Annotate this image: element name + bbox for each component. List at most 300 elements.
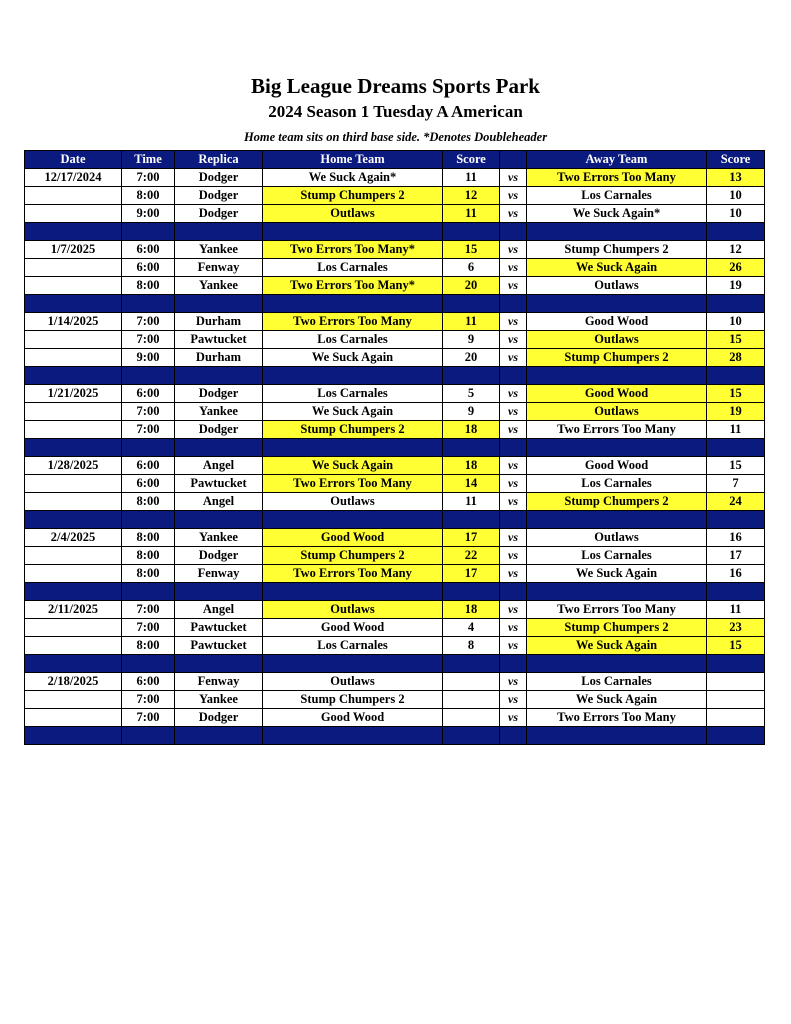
game-time: 7:00 xyxy=(122,691,175,709)
away-score: 23 xyxy=(707,619,765,637)
table-row xyxy=(25,205,765,223)
separator-cell xyxy=(122,655,175,673)
game-date xyxy=(25,349,122,367)
game-replica-field: Angel xyxy=(175,493,263,511)
away-score: 15 xyxy=(707,385,765,403)
home-score: 6 xyxy=(443,259,500,277)
week-separator-row xyxy=(25,367,765,385)
separator-cell xyxy=(122,511,175,529)
away-team: Los Carnales xyxy=(527,547,707,565)
game-time: 7:00 xyxy=(122,619,175,637)
separator-cell xyxy=(527,439,707,457)
home-team: Two Errors Too Many xyxy=(263,475,443,493)
game-time: 6:00 xyxy=(122,475,175,493)
home-team: Two Errors Too Many* xyxy=(263,277,443,295)
game-date: 1/21/2025 xyxy=(25,385,122,403)
table-row xyxy=(25,565,765,583)
away-score xyxy=(707,709,765,727)
vs-label: vs xyxy=(500,277,527,295)
separator-cell xyxy=(500,727,527,745)
home-team: We Suck Again* xyxy=(263,169,443,187)
week-separator-row xyxy=(25,511,765,529)
separator-cell xyxy=(263,583,443,601)
vs-label: vs xyxy=(500,349,527,367)
game-date xyxy=(25,259,122,277)
separator-cell xyxy=(122,295,175,313)
away-score: 17 xyxy=(707,547,765,565)
game-time: 8:00 xyxy=(122,277,175,295)
game-time: 8:00 xyxy=(122,529,175,547)
column-header-away-team: Away Team xyxy=(527,151,707,169)
away-score: 24 xyxy=(707,493,765,511)
separator-cell xyxy=(175,511,263,529)
vs-label: vs xyxy=(500,691,527,709)
home-team: Two Errors Too Many* xyxy=(263,241,443,259)
home-score: 22 xyxy=(443,547,500,565)
game-replica-field: Yankee xyxy=(175,241,263,259)
home-team: Los Carnales xyxy=(263,331,443,349)
game-time: 7:00 xyxy=(122,403,175,421)
home-team: We Suck Again xyxy=(263,457,443,475)
table-row xyxy=(25,547,765,565)
separator-cell xyxy=(263,727,443,745)
away-score: 15 xyxy=(707,331,765,349)
vs-label: vs xyxy=(500,331,527,349)
separator-cell xyxy=(527,727,707,745)
away-team: Two Errors Too Many xyxy=(527,601,707,619)
away-score: 11 xyxy=(707,421,765,439)
home-score: 12 xyxy=(443,187,500,205)
table-row xyxy=(25,637,765,655)
page-title: Big League Dreams Sports Park xyxy=(251,74,540,98)
away-team: Stump Chumpers 2 xyxy=(527,241,707,259)
game-time: 8:00 xyxy=(122,547,175,565)
game-replica-field: Angel xyxy=(175,601,263,619)
separator-cell xyxy=(443,223,500,241)
separator-cell xyxy=(175,583,263,601)
vs-label: vs xyxy=(500,475,527,493)
home-team: Two Errors Too Many xyxy=(263,565,443,583)
away-score: 15 xyxy=(707,457,765,475)
game-replica-field: Durham xyxy=(175,313,263,331)
schedule-body xyxy=(25,169,765,745)
table-row xyxy=(25,241,765,259)
game-replica-field: Yankee xyxy=(175,403,263,421)
week-separator-row xyxy=(25,439,765,457)
separator-cell xyxy=(25,655,122,673)
column-header-vs xyxy=(500,151,527,169)
home-team: Stump Chumpers 2 xyxy=(263,421,443,439)
vs-label: vs xyxy=(500,565,527,583)
separator-cell xyxy=(122,223,175,241)
separator-cell xyxy=(707,439,765,457)
away-team: Outlaws xyxy=(527,403,707,421)
vs-label: vs xyxy=(500,187,527,205)
away-score: 10 xyxy=(707,313,765,331)
separator-cell xyxy=(263,223,443,241)
column-header-time: Time xyxy=(122,151,175,169)
game-time: 9:00 xyxy=(122,349,175,367)
separator-cell xyxy=(175,295,263,313)
separator-cell xyxy=(122,367,175,385)
separator-cell xyxy=(707,223,765,241)
vs-label: vs xyxy=(500,709,527,727)
home-team: Los Carnales xyxy=(263,637,443,655)
home-team: Outlaws xyxy=(263,205,443,223)
game-replica-field: Fenway xyxy=(175,259,263,277)
game-replica-field: Dodger xyxy=(175,205,263,223)
separator-cell xyxy=(263,295,443,313)
game-time: 7:00 xyxy=(122,601,175,619)
away-team: We Suck Again xyxy=(527,637,707,655)
separator-cell xyxy=(175,367,263,385)
home-score: 11 xyxy=(443,169,500,187)
game-replica-field: Angel xyxy=(175,457,263,475)
home-team: Los Carnales xyxy=(263,259,443,277)
table-row xyxy=(25,709,765,727)
home-score: 4 xyxy=(443,619,500,637)
away-score xyxy=(707,673,765,691)
game-date: 12/17/2024 xyxy=(25,169,122,187)
separator-cell xyxy=(25,727,122,745)
away-team: Two Errors Too Many xyxy=(527,421,707,439)
home-score: 18 xyxy=(443,421,500,439)
table-row xyxy=(25,385,765,403)
separator-cell xyxy=(500,439,527,457)
separator-cell xyxy=(25,223,122,241)
week-separator-row xyxy=(25,223,765,241)
away-team: Good Wood xyxy=(527,313,707,331)
vs-label: vs xyxy=(500,169,527,187)
column-header-home-team: Home Team xyxy=(263,151,443,169)
home-score: 20 xyxy=(443,277,500,295)
game-date xyxy=(25,331,122,349)
table-row xyxy=(25,169,765,187)
away-team: Outlaws xyxy=(527,529,707,547)
home-team: Outlaws xyxy=(263,673,443,691)
table-row xyxy=(25,187,765,205)
separator-cell xyxy=(707,727,765,745)
game-date xyxy=(25,565,122,583)
home-score: 18 xyxy=(443,601,500,619)
away-team: Stump Chumpers 2 xyxy=(527,619,707,637)
away-score: 13 xyxy=(707,169,765,187)
schedule-note: Home team sits on third base side. *Denotes Doubleheader xyxy=(243,130,548,144)
home-team: We Suck Again xyxy=(263,403,443,421)
table-row xyxy=(25,457,765,475)
game-time: 8:00 xyxy=(122,493,175,511)
game-date xyxy=(25,709,122,727)
home-score: 5 xyxy=(443,385,500,403)
game-date xyxy=(25,691,122,709)
home-score: 11 xyxy=(443,493,500,511)
away-team: Outlaws xyxy=(527,277,707,295)
schedule-table xyxy=(24,150,765,745)
game-replica-field: Dodger xyxy=(175,421,263,439)
vs-label: vs xyxy=(500,619,527,637)
away-team: Outlaws xyxy=(527,331,707,349)
game-date: 2/11/2025 xyxy=(25,601,122,619)
vs-label: vs xyxy=(500,313,527,331)
game-time: 7:00 xyxy=(122,709,175,727)
game-date xyxy=(25,475,122,493)
table-row xyxy=(25,673,765,691)
week-separator-row xyxy=(25,583,765,601)
separator-cell xyxy=(707,367,765,385)
game-replica-field: Fenway xyxy=(175,565,263,583)
home-score xyxy=(443,673,500,691)
separator-cell xyxy=(443,367,500,385)
game-time: 6:00 xyxy=(122,385,175,403)
vs-label: vs xyxy=(500,241,527,259)
game-time: 7:00 xyxy=(122,331,175,349)
game-replica-field: Durham xyxy=(175,349,263,367)
game-date: 1/14/2025 xyxy=(25,313,122,331)
separator-cell xyxy=(443,655,500,673)
away-score: 28 xyxy=(707,349,765,367)
home-score: 11 xyxy=(443,205,500,223)
column-header-home-score: Score xyxy=(443,151,500,169)
table-row xyxy=(25,529,765,547)
home-score: 20 xyxy=(443,349,500,367)
home-team: Outlaws xyxy=(263,601,443,619)
game-time: 8:00 xyxy=(122,637,175,655)
home-team: Los Carnales xyxy=(263,385,443,403)
separator-cell xyxy=(25,295,122,313)
separator-cell xyxy=(25,511,122,529)
vs-label: vs xyxy=(500,385,527,403)
table-row xyxy=(25,277,765,295)
away-score: 12 xyxy=(707,241,765,259)
separator-cell xyxy=(25,583,122,601)
away-score: 15 xyxy=(707,637,765,655)
game-date xyxy=(25,205,122,223)
away-team: Stump Chumpers 2 xyxy=(527,349,707,367)
game-date xyxy=(25,403,122,421)
game-replica-field: Fenway xyxy=(175,673,263,691)
column-header-replica: Replica xyxy=(175,151,263,169)
game-date xyxy=(25,421,122,439)
week-separator-row xyxy=(25,655,765,673)
separator-cell xyxy=(25,367,122,385)
game-date xyxy=(25,187,122,205)
separator-cell xyxy=(443,511,500,529)
table-row xyxy=(25,421,765,439)
away-team: Two Errors Too Many xyxy=(527,169,707,187)
game-time: 6:00 xyxy=(122,259,175,277)
away-score: 10 xyxy=(707,205,765,223)
game-time: 8:00 xyxy=(122,565,175,583)
game-replica-field: Dodger xyxy=(175,547,263,565)
vs-label: vs xyxy=(500,673,527,691)
separator-cell xyxy=(707,583,765,601)
week-separator-row xyxy=(25,727,765,745)
home-score: 9 xyxy=(443,331,500,349)
game-time: 6:00 xyxy=(122,673,175,691)
separator-cell xyxy=(25,439,122,457)
table-row xyxy=(25,331,765,349)
away-team: We Suck Again xyxy=(527,565,707,583)
home-score: 14 xyxy=(443,475,500,493)
game-time: 7:00 xyxy=(122,313,175,331)
game-time: 6:00 xyxy=(122,241,175,259)
game-date: 2/4/2025 xyxy=(25,529,122,547)
game-replica-field: Pawtucket xyxy=(175,331,263,349)
separator-cell xyxy=(175,727,263,745)
game-replica-field: Yankee xyxy=(175,529,263,547)
home-score: 17 xyxy=(443,565,500,583)
game-time: 8:00 xyxy=(122,187,175,205)
away-score: 11 xyxy=(707,601,765,619)
away-team: We Suck Again* xyxy=(527,205,707,223)
separator-cell xyxy=(527,295,707,313)
table-row xyxy=(25,601,765,619)
column-header-date: Date xyxy=(25,151,122,169)
vs-label: vs xyxy=(500,493,527,511)
game-time: 6:00 xyxy=(122,457,175,475)
vs-label: vs xyxy=(500,529,527,547)
home-score xyxy=(443,709,500,727)
away-score xyxy=(707,691,765,709)
game-date xyxy=(25,277,122,295)
away-team: Two Errors Too Many xyxy=(527,709,707,727)
home-score: 11 xyxy=(443,313,500,331)
game-replica-field: Pawtucket xyxy=(175,475,263,493)
separator-cell xyxy=(500,655,527,673)
game-time: 7:00 xyxy=(122,421,175,439)
separator-cell xyxy=(263,511,443,529)
away-score: 16 xyxy=(707,529,765,547)
away-score: 26 xyxy=(707,259,765,277)
game-replica-field: Dodger xyxy=(175,169,263,187)
separator-cell xyxy=(527,511,707,529)
game-replica-field: Yankee xyxy=(175,277,263,295)
home-team: Stump Chumpers 2 xyxy=(263,547,443,565)
game-replica-field: Pawtucket xyxy=(175,619,263,637)
week-separator-row xyxy=(25,295,765,313)
game-time: 7:00 xyxy=(122,169,175,187)
home-score: 9 xyxy=(443,403,500,421)
table-row xyxy=(25,475,765,493)
separator-cell xyxy=(263,439,443,457)
separator-cell xyxy=(122,727,175,745)
separator-cell xyxy=(500,295,527,313)
away-score: 16 xyxy=(707,565,765,583)
table-header-row xyxy=(25,151,765,169)
separator-cell xyxy=(443,583,500,601)
game-replica-field: Dodger xyxy=(175,187,263,205)
game-date: 1/28/2025 xyxy=(25,457,122,475)
vs-label: vs xyxy=(500,259,527,277)
home-score xyxy=(443,691,500,709)
away-score: 10 xyxy=(707,187,765,205)
separator-cell xyxy=(500,367,527,385)
away-team: Los Carnales xyxy=(527,475,707,493)
game-time: 9:00 xyxy=(122,205,175,223)
home-team: Good Wood xyxy=(263,529,443,547)
game-date: 2/18/2025 xyxy=(25,673,122,691)
separator-cell xyxy=(443,295,500,313)
table-row xyxy=(25,259,765,277)
home-team: Good Wood xyxy=(263,619,443,637)
game-date: 1/7/2025 xyxy=(25,241,122,259)
game-date xyxy=(25,619,122,637)
separator-cell xyxy=(122,439,175,457)
separator-cell xyxy=(500,511,527,529)
separator-cell xyxy=(527,367,707,385)
away-team: Good Wood xyxy=(527,457,707,475)
separator-cell xyxy=(263,367,443,385)
home-team: Two Errors Too Many xyxy=(263,313,443,331)
vs-label: vs xyxy=(500,547,527,565)
table-row xyxy=(25,349,765,367)
away-team: We Suck Again xyxy=(527,259,707,277)
page-subtitle: 2024 Season 1 Tuesday A American xyxy=(268,102,523,121)
table-row xyxy=(25,619,765,637)
home-score: 15 xyxy=(443,241,500,259)
game-date xyxy=(25,547,122,565)
vs-label: vs xyxy=(500,403,527,421)
game-date xyxy=(25,493,122,511)
separator-cell xyxy=(175,223,263,241)
away-team: Good Wood xyxy=(527,385,707,403)
game-date xyxy=(25,637,122,655)
separator-cell xyxy=(707,511,765,529)
separator-cell xyxy=(707,655,765,673)
away-team: Stump Chumpers 2 xyxy=(527,493,707,511)
vs-label: vs xyxy=(500,205,527,223)
separator-cell xyxy=(527,655,707,673)
away-score: 19 xyxy=(707,403,765,421)
home-team: Good Wood xyxy=(263,709,443,727)
home-score: 8 xyxy=(443,637,500,655)
game-replica-field: Pawtucket xyxy=(175,637,263,655)
game-replica-field: Yankee xyxy=(175,691,263,709)
home-score: 17 xyxy=(443,529,500,547)
vs-label: vs xyxy=(500,601,527,619)
column-header-away-score: Score xyxy=(707,151,765,169)
home-team: Outlaws xyxy=(263,493,443,511)
separator-cell xyxy=(500,223,527,241)
separator-cell xyxy=(443,727,500,745)
home-score: 18 xyxy=(443,457,500,475)
away-team: We Suck Again xyxy=(527,691,707,709)
separator-cell xyxy=(175,655,263,673)
vs-label: vs xyxy=(500,421,527,439)
away-team: Los Carnales xyxy=(527,673,707,691)
away-score: 19 xyxy=(707,277,765,295)
separator-cell xyxy=(175,439,263,457)
separator-cell xyxy=(263,655,443,673)
game-replica-field: Dodger xyxy=(175,709,263,727)
table-row xyxy=(25,313,765,331)
away-team: Los Carnales xyxy=(527,187,707,205)
vs-label: vs xyxy=(500,457,527,475)
separator-cell xyxy=(707,295,765,313)
separator-cell xyxy=(443,439,500,457)
separator-cell xyxy=(500,583,527,601)
home-team: We Suck Again xyxy=(263,349,443,367)
home-team: Stump Chumpers 2 xyxy=(263,691,443,709)
separator-cell xyxy=(122,583,175,601)
table-row xyxy=(25,403,765,421)
table-row xyxy=(25,493,765,511)
vs-label: vs xyxy=(500,637,527,655)
table-row xyxy=(25,691,765,709)
game-replica-field: Dodger xyxy=(175,385,263,403)
away-score: 7 xyxy=(707,475,765,493)
home-team: Stump Chumpers 2 xyxy=(263,187,443,205)
